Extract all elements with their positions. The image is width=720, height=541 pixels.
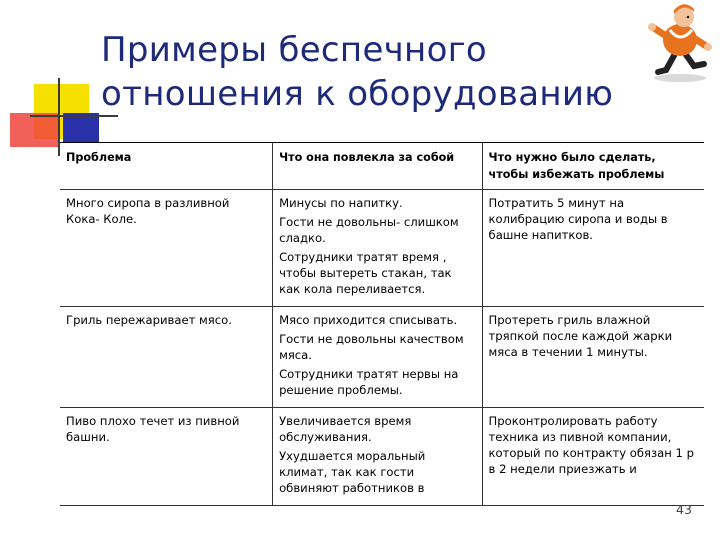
decor-square-blue <box>63 113 99 143</box>
consequence-item: Сотрудники тратят время , чтобы вытереть стакан, так как кола переливается. <box>279 250 452 296</box>
table-row <box>60 408 704 506</box>
consequence-item: Ухудшается моральный климат, так как гости обвиняют работников в <box>279 449 426 495</box>
consequences-cell <box>273 408 482 506</box>
column-header-problem: Проблема <box>60 143 273 190</box>
table-row <box>60 190 704 307</box>
consequence-item: Мясо приходится списывать. <box>279 313 458 327</box>
consequence-item: Увеличивается время обслуживания. <box>279 414 412 444</box>
solution-cell: Протереть гриль влажной тряпкой после каждой жарки мяса в течении 1 минуты. <box>482 307 704 408</box>
column-header-consequences: Что она повлекла за собой <box>273 143 482 190</box>
table-header-row <box>60 143 704 190</box>
decor-square-red <box>10 113 58 147</box>
consequences-cell <box>273 307 482 408</box>
problem-cell: Много сиропа в разливной Кока- Коле. <box>60 190 273 307</box>
problems-table <box>60 142 704 541</box>
problem-cell: Пиво плохо течет из пивной башни. <box>60 408 273 506</box>
slide-title: Примеры беспечного отношения к оборудованию <box>101 30 614 114</box>
page-number: 43 <box>676 502 692 517</box>
consequence-item: Сотрудники тратят нервы на решение проблемы. <box>279 367 459 397</box>
solution-cell: Потратить 5 минут на колибрацию сиропа и воды в башне напитков. <box>482 190 704 307</box>
column-header-solution: Что нужно было сделать, чтобы избежать проблемы <box>482 143 704 190</box>
running-worker-clipart-icon <box>640 0 720 84</box>
consequence-item: Гости не довольны качеством мяса. <box>279 332 464 362</box>
table-row <box>60 307 704 408</box>
solution-cell: Проконтролировать работу техника из пивной компании, который по контракту обязан 1 р в 2 недели приезжать и <box>482 408 704 506</box>
consequence-item: Минусы по напитку. <box>279 196 403 210</box>
consequences-cell <box>273 190 482 307</box>
consequence-item: Гости не довольны- слишком сладко. <box>279 215 459 245</box>
problem-cell: Гриль пережаривает мясо. <box>60 307 273 408</box>
